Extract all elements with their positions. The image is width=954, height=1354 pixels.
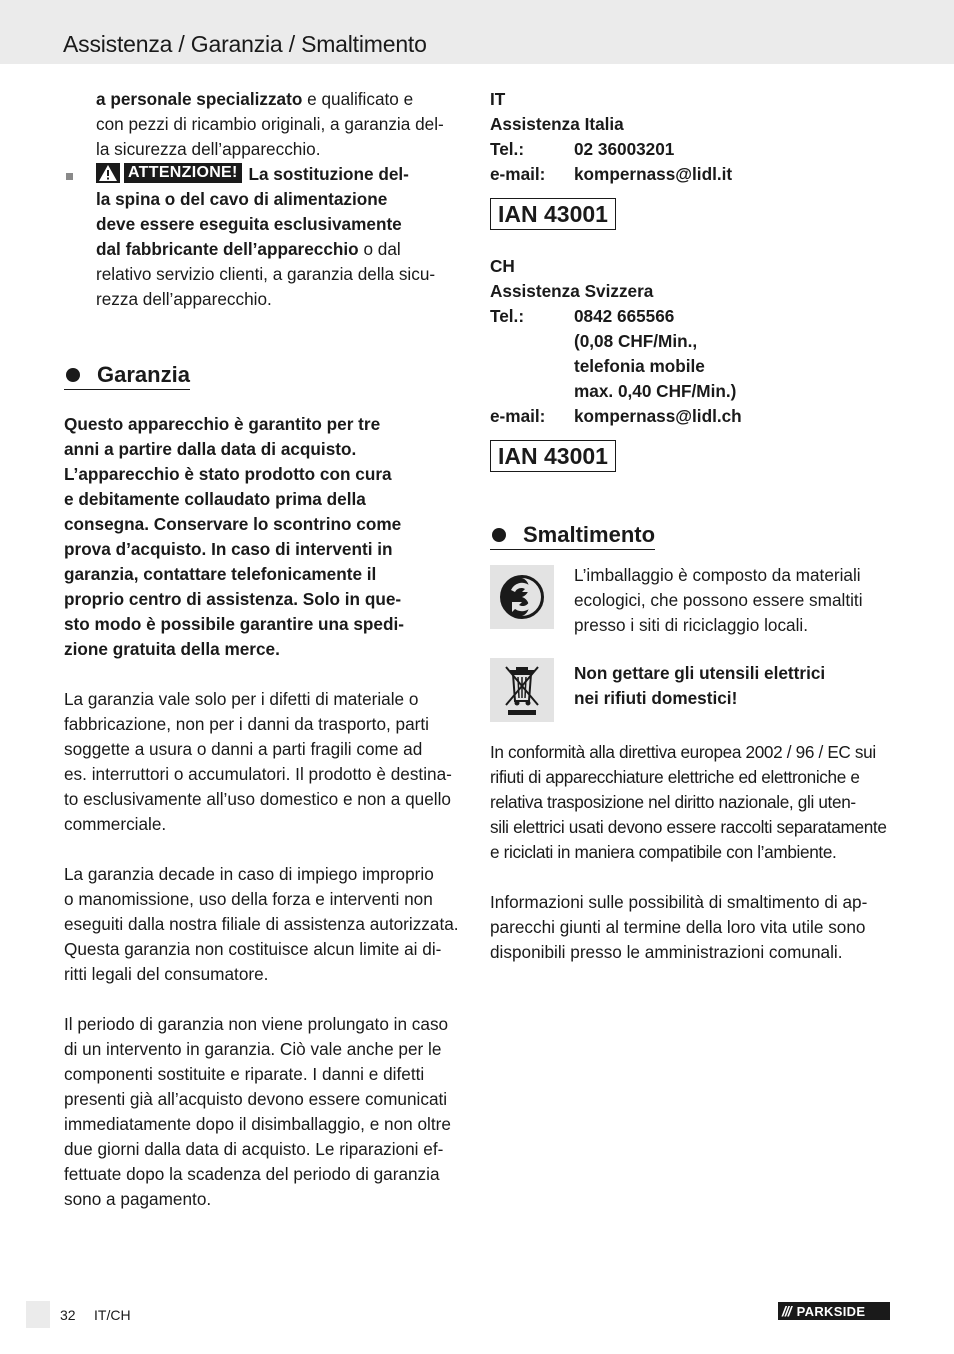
warning-paragraph [96, 162, 464, 312]
service-name: Assistenza Italia [490, 114, 624, 134]
email-label: e-mail: [490, 406, 546, 426]
left-column [64, 87, 464, 1212]
crossed-bin-icon [490, 658, 554, 722]
language-code: IT/CH [94, 1307, 131, 1323]
bullet-dot-icon [66, 368, 80, 382]
tel-note: (0,08 CHF/Min., [574, 331, 698, 351]
recycle-text: L’imballaggio è composto da materiali ecologici, che possono essere smaltiti presso i siti di riciclaggio locali. [574, 565, 863, 635]
service-name: Assistenza Svizzera [490, 281, 654, 301]
email-address: kompernass@lidl.it [574, 164, 733, 184]
right-column [490, 87, 895, 965]
warning-bold: la spina o del cavo di alimentazione [96, 189, 388, 209]
warning-text: o dal [358, 239, 401, 259]
email-address: kompernass@lidl.ch [574, 406, 742, 426]
garanzia-heading: Garanzia [64, 361, 190, 390]
bullet-square-icon [66, 173, 73, 180]
warning-label: ATTENZIONE! [124, 163, 242, 183]
smaltimento-heading: Smaltimento [490, 521, 655, 550]
warning-bold: La sostituzione del- [243, 164, 409, 184]
recycle-row [490, 565, 895, 638]
brand-name: PARKSIDE [796, 1303, 866, 1319]
country-code: IT [490, 89, 506, 109]
parkside-logo [778, 1302, 890, 1320]
tel-note: max. 0,40 CHF/Min.) [574, 381, 737, 401]
garanzia-bold-paragraph: Questo apparecchio è garantito per tre anni a partire dalla data di acquisto. L’apparecchio è stato prodotto con cura e debitamente collaudato prima della consegna. Conservare lo scontrino come prova d’acquisto. In caso di interventi in garanzia, contattare telefonicamente il proprio centro di assistenza. Solo in que- sto modo è possibile garantire una spedi- zione gratuita della merce. [64, 414, 404, 659]
footer-tab [26, 1301, 50, 1328]
warning-bold: dal fabbricante dell’apparecchio [96, 239, 359, 259]
ian-box: IAN 43001 [490, 198, 616, 230]
disposal-info-paragraph: Informazioni sulle possibilità di smaltimento di ap- parecchi giunti al termine della loro vita utile sono disponibili presso le amministrazioni comunali. [490, 892, 868, 962]
weee-warning-text: Non gettare gli utensili elettrici nei rifiuti domestici! [574, 663, 826, 708]
contact-switzerland [490, 254, 895, 472]
intro-paragraph [96, 87, 464, 162]
tel-note: telefonia mobile [574, 356, 705, 376]
green-dot-recycle-icon [490, 565, 554, 629]
intro-text: la sicurezza dell’apparecchio. [96, 139, 321, 159]
warning-bold: deve essere eseguita esclusivamente [96, 214, 402, 234]
contact-italy [490, 87, 895, 230]
ian-box: IAN 43001 [490, 440, 616, 472]
tel-label: Tel.: [490, 139, 525, 159]
tel-label: Tel.: [490, 306, 525, 326]
smaltimento-heading-wrap [490, 521, 895, 550]
warning-text: relativo servizio clienti, a garanzia della sicu- [96, 264, 436, 284]
email-label: e-mail: [490, 164, 546, 184]
intro-text: e qualificato e [302, 89, 414, 109]
page-header [0, 0, 954, 64]
tel-number: 02 36003201 [574, 139, 675, 159]
country-code: CH [490, 256, 515, 276]
garanzia-heading-wrap [64, 361, 464, 390]
warning-badge [96, 163, 242, 183]
directive-paragraph: In conformità alla direttiva europea 2002 / 96 / EC sui rifiuti di apparecchiature elettriche ed elettroniche e relativa trasposizione nel diritto nazionale, gli uten- sili elettrici usati devono essere raccolti separatamente e riciclati in maniera compatibile con l’ambiente. [490, 742, 887, 862]
warranty-period-paragraph: Il periodo di garanzia non viene prolungato in caso di un intervento in garanzia. Ciò vale anche per le componenti sostituite e riparate. I danni e difetti presenti già all’acquisto devono essere comunicati immediatamente dopo il disimballaggio, e non oltre due giorni dalla data di acquisto. Le riparazioni ef- fettuate dopo la scadenza del periodo di garanzia sono a pagamento. [64, 1014, 451, 1209]
page-number: 32 [60, 1307, 76, 1323]
page-title: Assistenza / Garanzia / Smaltimento [63, 31, 427, 57]
warning-bullet [64, 162, 464, 312]
warning-text: rezza dell’apparecchio. [96, 289, 272, 309]
tel-number: 0842 665566 [574, 306, 675, 326]
warranty-void-paragraph: La garanzia decade in caso di impiego improprio o manomissione, uso della forza e interventi non eseguiti dalla nostra filiale di assistenza autorizzata. Questa garanzia non costituisce alcun limite ai di- ritti legali del consumatore. [64, 864, 459, 984]
bullet-dot-icon [492, 528, 506, 542]
intro-bold: a personale specializzato [96, 89, 303, 109]
warranty-scope-paragraph: La garanzia vale solo per i difetti di materiale o fabbricazione, non per i danni da trasporto, parti soggette a usura o danni a parti fragili come ad es. interruttori o accumulatori. Il prodotto è destina- to esclusivamente all’uso domestico e non a quello commerciale. [64, 689, 452, 834]
weee-row [490, 658, 895, 722]
brand-slashes: /// [782, 1303, 791, 1319]
intro-text: con pezzi di ricambio originali, a garanzia del- [96, 114, 444, 134]
warning-triangle-icon [96, 163, 120, 183]
